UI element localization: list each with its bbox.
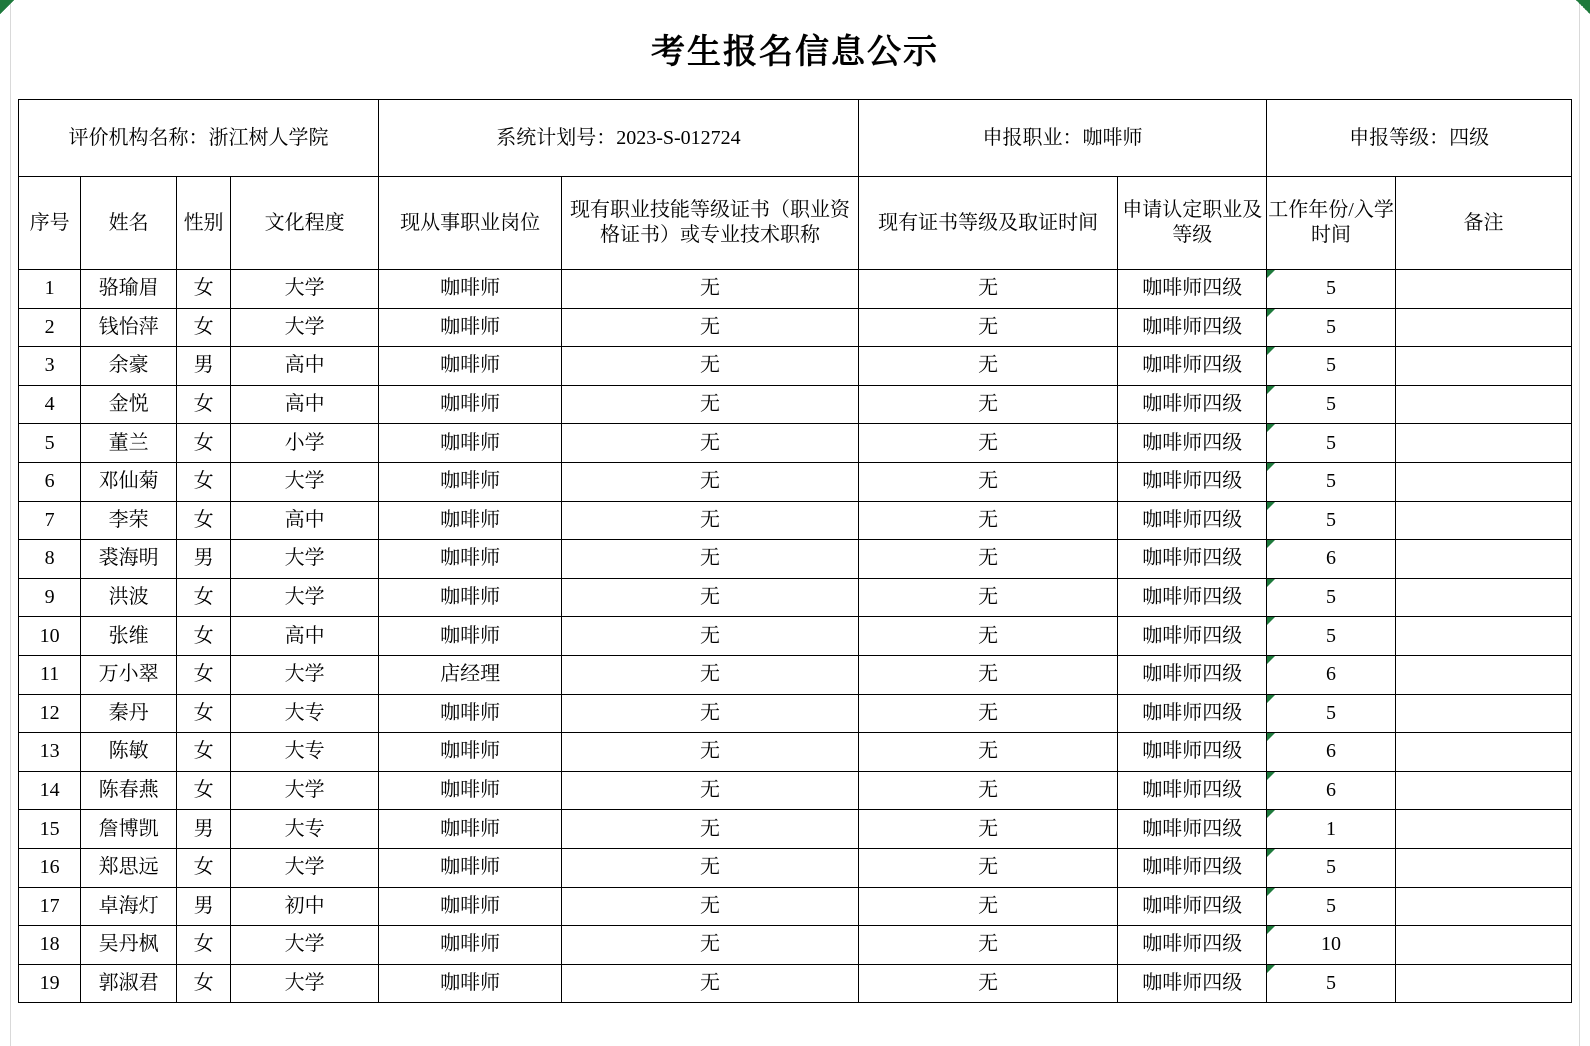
cell-sequence: 15: [19, 810, 81, 849]
column-header-name: 姓名: [81, 177, 177, 270]
cell-existing-certificate: 无: [562, 655, 859, 694]
meta-occupation: 申报职业：咖啡师: [858, 100, 1266, 177]
cell-name: 董兰: [81, 424, 177, 463]
cell-sequence: 12: [19, 694, 81, 733]
cell-applied-occupation: 咖啡师四级: [1118, 926, 1267, 965]
cell-work-years: 6: [1267, 733, 1396, 772]
cell-current-job: 咖啡师: [379, 848, 562, 887]
cell-current-job: 咖啡师: [379, 617, 562, 656]
cell-certificate-level-date: 无: [858, 462, 1118, 501]
table-row: [19, 347, 1572, 386]
table-row: [19, 501, 1572, 540]
cell-applied-occupation: 咖啡师四级: [1118, 540, 1267, 579]
cell-sex: 女: [176, 926, 230, 965]
cell-sequence: 8: [19, 540, 81, 579]
cell-sequence: 11: [19, 655, 81, 694]
cell-remark: [1395, 810, 1571, 849]
column-header-seq: 序号: [19, 177, 81, 270]
cell-sex: 女: [176, 771, 230, 810]
cell-education: 大学: [231, 964, 379, 1003]
cell-existing-certificate: 无: [562, 385, 859, 424]
cell-name: 邓仙菊: [81, 462, 177, 501]
cell-existing-certificate: 无: [562, 848, 859, 887]
cell-education: 高中: [231, 347, 379, 386]
cell-existing-certificate: 无: [562, 733, 859, 772]
cell-sequence: 3: [19, 347, 81, 386]
table-header-row: [19, 177, 1572, 270]
cell-education: 高中: [231, 617, 379, 656]
cell-sequence: 14: [19, 771, 81, 810]
corner-marker-right-icon: [1576, 0, 1590, 14]
cell-remark: [1395, 926, 1571, 965]
cell-remark: [1395, 270, 1571, 309]
cell-existing-certificate: 无: [562, 347, 859, 386]
cell-education: 大学: [231, 578, 379, 617]
cell-work-years: 5: [1267, 617, 1396, 656]
cell-sequence: 4: [19, 385, 81, 424]
table-row: [19, 964, 1572, 1003]
cell-sex: 女: [176, 578, 230, 617]
cell-applied-occupation: 咖啡师四级: [1118, 964, 1267, 1003]
cell-name: 钱怡萍: [81, 308, 177, 347]
cell-work-years: 5: [1267, 462, 1396, 501]
cell-existing-certificate: 无: [562, 694, 859, 733]
cell-applied-occupation: 咖啡师四级: [1118, 655, 1267, 694]
cell-education: 小学: [231, 424, 379, 463]
cell-existing-certificate: 无: [562, 810, 859, 849]
table-row: [19, 771, 1572, 810]
table-row: [19, 617, 1572, 656]
cell-work-years: 5: [1267, 848, 1396, 887]
cell-sequence: 2: [19, 308, 81, 347]
cell-certificate-level-date: 无: [858, 308, 1118, 347]
cell-applied-occupation: 咖啡师四级: [1118, 308, 1267, 347]
cell-applied-occupation: 咖啡师四级: [1118, 578, 1267, 617]
cell-name: 陈敏: [81, 733, 177, 772]
cell-work-years: 5: [1267, 964, 1396, 1003]
cell-work-years: 5: [1267, 385, 1396, 424]
cell-existing-certificate: 无: [562, 926, 859, 965]
cell-current-job: 咖啡师: [379, 540, 562, 579]
cell-sequence: 19: [19, 964, 81, 1003]
cell-remark: [1395, 424, 1571, 463]
cell-education: 大学: [231, 926, 379, 965]
cell-work-years: 5: [1267, 270, 1396, 309]
cell-current-job: 咖啡师: [379, 926, 562, 965]
cell-work-years: 5: [1267, 887, 1396, 926]
column-header-existing-certificate: 现有职业技能等级证书（职业资格证书）或专业技术职称: [562, 177, 859, 270]
cell-name: 郭淑君: [81, 964, 177, 1003]
cell-certificate-level-date: 无: [858, 694, 1118, 733]
cell-name: 骆瑜眉: [81, 270, 177, 309]
meta-row: [19, 100, 1572, 177]
registration-table: [18, 99, 1572, 1003]
cell-applied-occupation: 咖啡师四级: [1118, 733, 1267, 772]
cell-sequence: 10: [19, 617, 81, 656]
cell-remark: [1395, 308, 1571, 347]
cell-education: 大学: [231, 540, 379, 579]
cell-applied-occupation: 咖啡师四级: [1118, 771, 1267, 810]
cell-current-job: 咖啡师: [379, 694, 562, 733]
page-title: 考生报名信息公示: [651, 34, 939, 71]
cell-remark: [1395, 848, 1571, 887]
cell-current-job: 咖啡师: [379, 771, 562, 810]
cell-name: 詹博凯: [81, 810, 177, 849]
column-header-remark: 备注: [1395, 177, 1571, 270]
cell-applied-occupation: 咖啡师四级: [1118, 848, 1267, 887]
cell-current-job: 咖啡师: [379, 887, 562, 926]
cell-sex: 女: [176, 655, 230, 694]
cell-remark: [1395, 540, 1571, 579]
cell-remark: [1395, 385, 1571, 424]
table-row: [19, 578, 1572, 617]
cell-work-years: 5: [1267, 501, 1396, 540]
cell-education: 大学: [231, 655, 379, 694]
cell-work-years: 5: [1267, 424, 1396, 463]
cell-work-years: 5: [1267, 578, 1396, 617]
cell-certificate-level-date: 无: [858, 810, 1118, 849]
cell-work-years: 10: [1267, 926, 1396, 965]
cell-name: 郑思远: [81, 848, 177, 887]
cell-work-years: 5: [1267, 694, 1396, 733]
cell-sex: 男: [176, 887, 230, 926]
cell-certificate-level-date: 无: [858, 578, 1118, 617]
cell-remark: [1395, 501, 1571, 540]
cell-sequence: 17: [19, 887, 81, 926]
sheet-edge-right: [1579, 0, 1580, 1046]
cell-sequence: 16: [19, 848, 81, 887]
cell-applied-occupation: 咖啡师四级: [1118, 617, 1267, 656]
cell-education: 大学: [231, 771, 379, 810]
cell-remark: [1395, 462, 1571, 501]
cell-remark: [1395, 733, 1571, 772]
cell-sex: 男: [176, 540, 230, 579]
cell-existing-certificate: 无: [562, 771, 859, 810]
table-row: [19, 385, 1572, 424]
cell-current-job: 咖啡师: [379, 578, 562, 617]
meta-level: 申报等级：四级: [1267, 100, 1572, 177]
cell-certificate-level-date: 无: [858, 926, 1118, 965]
cell-applied-occupation: 咖啡师四级: [1118, 385, 1267, 424]
cell-remark: [1395, 655, 1571, 694]
cell-applied-occupation: 咖啡师四级: [1118, 501, 1267, 540]
cell-existing-certificate: 无: [562, 578, 859, 617]
cell-name: 余豪: [81, 347, 177, 386]
cell-certificate-level-date: 无: [858, 270, 1118, 309]
cell-current-job: 咖啡师: [379, 501, 562, 540]
cell-sex: 男: [176, 810, 230, 849]
table-row: [19, 655, 1572, 694]
cell-certificate-level-date: 无: [858, 347, 1118, 386]
cell-current-job: 咖啡师: [379, 424, 562, 463]
cell-current-job: 咖啡师: [379, 308, 562, 347]
cell-name: 李荣: [81, 501, 177, 540]
cell-existing-certificate: 无: [562, 424, 859, 463]
cell-sex: 女: [176, 308, 230, 347]
cell-name: 秦丹: [81, 694, 177, 733]
cell-education: 大专: [231, 694, 379, 733]
cell-certificate-level-date: 无: [858, 540, 1118, 579]
cell-sex: 女: [176, 385, 230, 424]
cell-education: 大学: [231, 462, 379, 501]
meta-organization-label: 评价机构名称：: [68, 126, 209, 149]
cell-sequence: 5: [19, 424, 81, 463]
cell-sex: 女: [176, 501, 230, 540]
table-row: [19, 424, 1572, 463]
cell-name: 万小翠: [81, 655, 177, 694]
cell-current-job: 咖啡师: [379, 462, 562, 501]
cell-certificate-level-date: 无: [858, 385, 1118, 424]
table-row: [19, 462, 1572, 501]
cell-sex: 女: [176, 964, 230, 1003]
cell-sex: 女: [176, 733, 230, 772]
cell-remark: [1395, 771, 1571, 810]
cell-remark: [1395, 617, 1571, 656]
cell-sequence: 1: [19, 270, 81, 309]
column-header-education: 文化程度: [231, 177, 379, 270]
cell-applied-occupation: 咖啡师四级: [1118, 810, 1267, 849]
cell-name: 陈春燕: [81, 771, 177, 810]
cell-sex: 女: [176, 462, 230, 501]
table-row: [19, 694, 1572, 733]
cell-sex: 女: [176, 617, 230, 656]
cell-remark: [1395, 578, 1571, 617]
cell-remark: [1395, 887, 1571, 926]
cell-existing-certificate: 无: [562, 964, 859, 1003]
cell-work-years: 6: [1267, 771, 1396, 810]
cell-current-job: 咖啡师: [379, 964, 562, 1003]
cell-certificate-level-date: 无: [858, 848, 1118, 887]
column-header-current-job: 现从事职业岗位: [379, 177, 562, 270]
cell-certificate-level-date: 无: [858, 617, 1118, 656]
cell-certificate-level-date: 无: [858, 655, 1118, 694]
cell-education: 高中: [231, 501, 379, 540]
cell-education: 大专: [231, 733, 379, 772]
cell-existing-certificate: 无: [562, 887, 859, 926]
cell-education: 大学: [231, 270, 379, 309]
cell-certificate-level-date: 无: [858, 771, 1118, 810]
cell-current-job: 咖啡师: [379, 385, 562, 424]
cell-education: 高中: [231, 385, 379, 424]
cell-remark: [1395, 694, 1571, 733]
cell-current-job: 店经理: [379, 655, 562, 694]
table-row: [19, 733, 1572, 772]
table-row: [19, 308, 1572, 347]
cell-name: 金悦: [81, 385, 177, 424]
cell-applied-occupation: 咖啡师四级: [1118, 347, 1267, 386]
cell-sex: 男: [176, 347, 230, 386]
cell-remark: [1395, 347, 1571, 386]
cell-certificate-level-date: 无: [858, 501, 1118, 540]
cell-applied-occupation: 咖啡师四级: [1118, 270, 1267, 309]
cell-existing-certificate: 无: [562, 617, 859, 656]
table-row: [19, 810, 1572, 849]
cell-work-years: 6: [1267, 655, 1396, 694]
cell-sequence: 6: [19, 462, 81, 501]
cell-name: 裘海明: [81, 540, 177, 579]
cell-existing-certificate: 无: [562, 308, 859, 347]
cell-applied-occupation: 咖啡师四级: [1118, 424, 1267, 463]
cell-existing-certificate: 无: [562, 462, 859, 501]
cell-certificate-level-date: 无: [858, 733, 1118, 772]
meta-organization: [19, 100, 379, 177]
cell-sex: 女: [176, 424, 230, 463]
cell-sequence: 18: [19, 926, 81, 965]
cell-current-job: 咖啡师: [379, 733, 562, 772]
cell-current-job: 咖啡师: [379, 270, 562, 309]
cell-work-years: 6: [1267, 540, 1396, 579]
table-body: [19, 100, 1572, 1003]
cell-work-years: 5: [1267, 347, 1396, 386]
table-row: [19, 926, 1572, 965]
cell-existing-certificate: 无: [562, 540, 859, 579]
cell-current-job: 咖啡师: [379, 810, 562, 849]
cell-certificate-level-date: 无: [858, 424, 1118, 463]
cell-certificate-level-date: 无: [858, 964, 1118, 1003]
cell-education: 大学: [231, 848, 379, 887]
table-row: [19, 848, 1572, 887]
cell-sex: 女: [176, 848, 230, 887]
table-row: [19, 540, 1572, 579]
meta-organization-value: 浙江树人学院: [208, 126, 329, 149]
cell-education: 大专: [231, 810, 379, 849]
cell-education: 初中: [231, 887, 379, 926]
cell-name: 洪波: [81, 578, 177, 617]
meta-plan-number: 系统计划号：2023-S-012724: [379, 100, 859, 177]
cell-sequence: 7: [19, 501, 81, 540]
column-header-applied-occupation: 申请认定职业及等级: [1118, 177, 1267, 270]
cell-education: 大学: [231, 308, 379, 347]
column-header-work-years: 工作年份/入学时间: [1267, 177, 1396, 270]
cell-existing-certificate: 无: [562, 501, 859, 540]
cell-sex: 女: [176, 694, 230, 733]
cell-current-job: 咖啡师: [379, 347, 562, 386]
cell-name: 吴丹枫: [81, 926, 177, 965]
cell-applied-occupation: 咖啡师四级: [1118, 462, 1267, 501]
corner-marker-left-icon: [0, 0, 14, 14]
cell-certificate-level-date: 无: [858, 887, 1118, 926]
cell-sequence: 13: [19, 733, 81, 772]
cell-applied-occupation: 咖啡师四级: [1118, 887, 1267, 926]
cell-sex: 女: [176, 270, 230, 309]
cell-applied-occupation: 咖啡师四级: [1118, 694, 1267, 733]
sheet-edge-left: [10, 0, 11, 1046]
cell-name: 张维: [81, 617, 177, 656]
cell-work-years: 5: [1267, 308, 1396, 347]
cell-sequence: 9: [19, 578, 81, 617]
column-header-certificate-level-date: 现有证书等级及取证时间: [858, 177, 1118, 270]
cell-work-years: 1: [1267, 810, 1396, 849]
cell-remark: [1395, 964, 1571, 1003]
table-row: [19, 887, 1572, 926]
cell-name: 卓海灯: [81, 887, 177, 926]
column-header-sex: 性别: [176, 177, 230, 270]
table-row: [19, 270, 1572, 309]
cell-existing-certificate: 无: [562, 270, 859, 309]
